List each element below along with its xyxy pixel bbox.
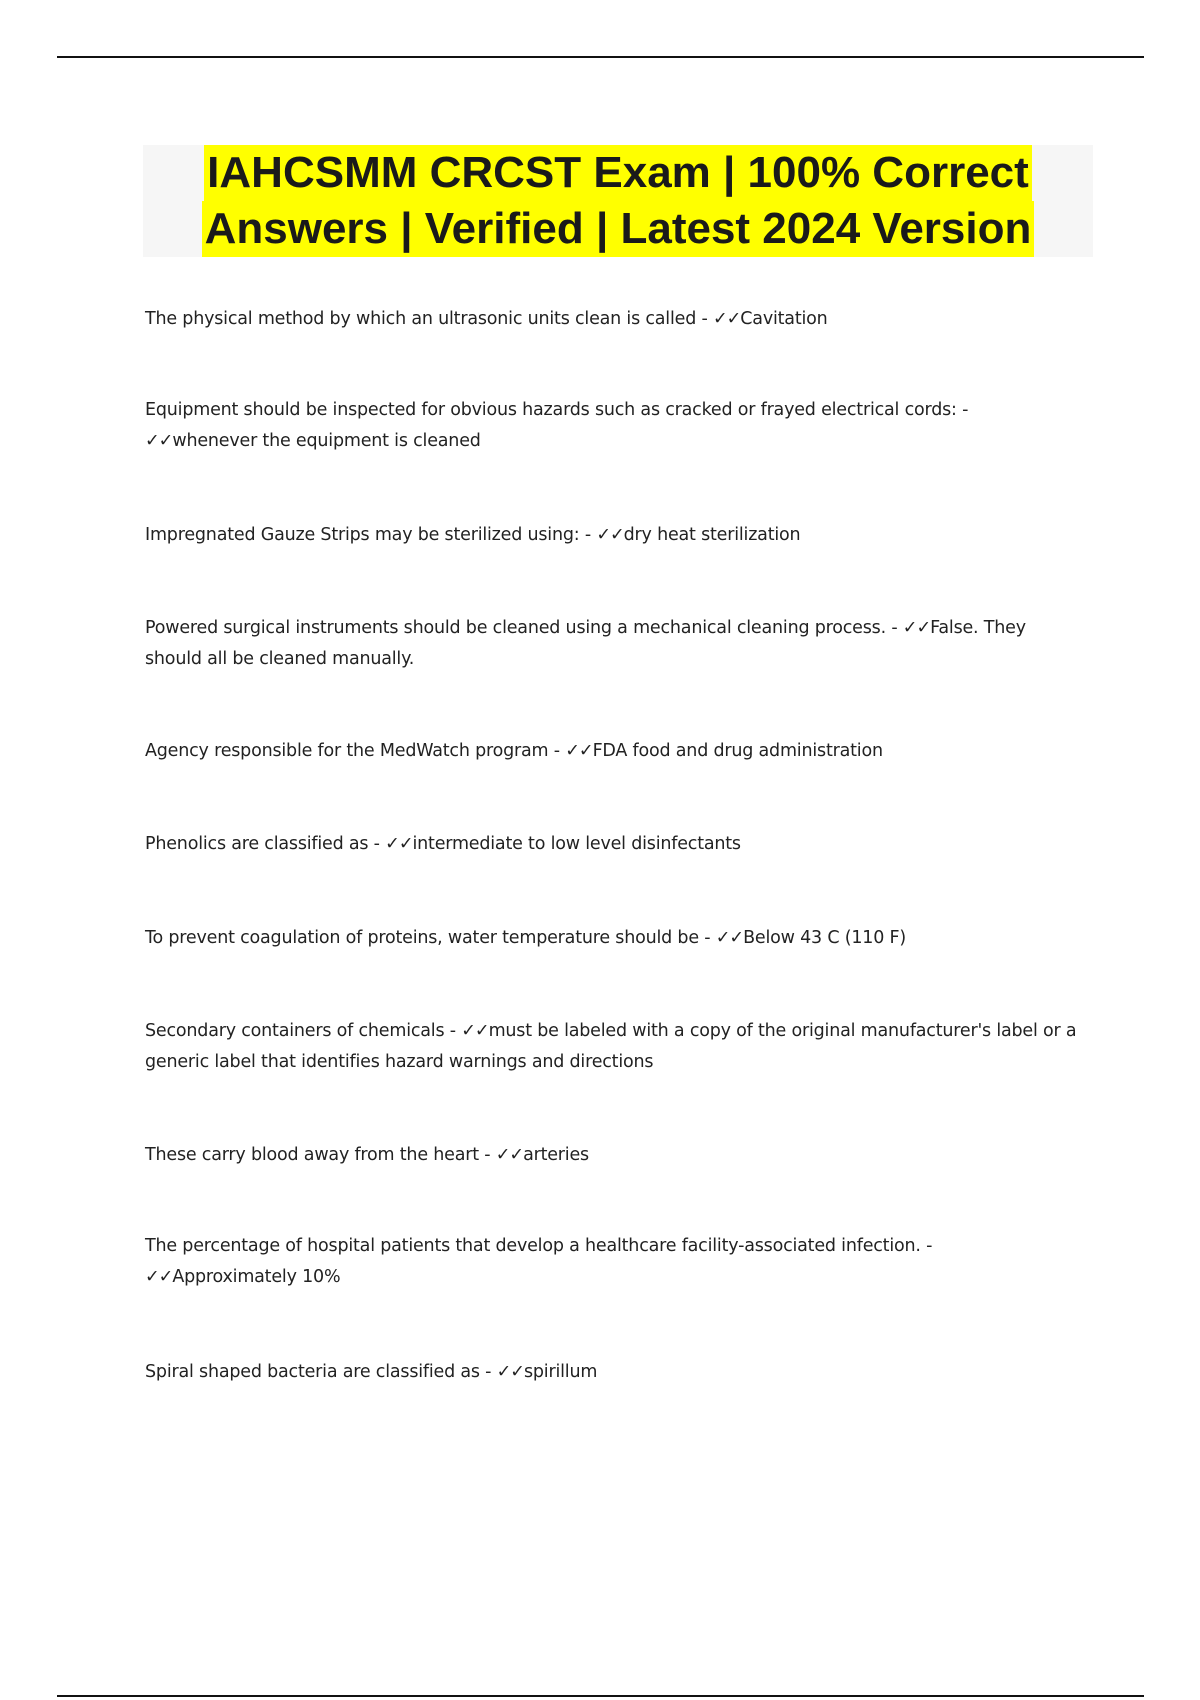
- question-text: Phenolics are classified as: [145, 834, 369, 854]
- double-check-icon: ✓✓: [461, 1021, 489, 1041]
- answer-text: Below 43 C (110 F): [743, 928, 907, 948]
- top-divider: [57, 56, 1144, 58]
- answer-text: FDA food and drug administration: [592, 741, 883, 761]
- qa-item: [145, 1016, 1085, 1078]
- double-check-icon: ✓✓: [596, 525, 624, 545]
- title-line-1: IAHCSMM CRCST Exam | 100% Correct: [204, 145, 1032, 201]
- separator: -: [696, 309, 713, 329]
- separator: -: [698, 928, 716, 948]
- answer-text: arteries: [523, 1145, 589, 1165]
- separator: -: [478, 1145, 496, 1165]
- double-check-icon: ✓✓: [715, 928, 744, 948]
- qa-item: [145, 1357, 1085, 1388]
- double-check-icon: ✓✓: [902, 618, 931, 638]
- qa-item: [145, 395, 1085, 457]
- separator: -: [579, 525, 597, 545]
- document-title: [143, 145, 1093, 257]
- question-text: Agency responsible for the MedWatch program: [145, 741, 549, 761]
- double-check-icon: ✓✓: [145, 431, 173, 451]
- title-line-2: Answers | Verified | Latest 2024 Version: [202, 201, 1035, 257]
- double-check-icon: ✓✓: [496, 1362, 524, 1382]
- separator: -: [368, 834, 386, 854]
- qa-item: [145, 1140, 1085, 1171]
- answer-text: whenever the equipment is cleaned: [172, 431, 481, 451]
- answer-text: must be labeled with a copy of the original manufacturer's label or a generic label that identifies hazard warnings and directions: [145, 1021, 1077, 1072]
- question-text: Equipment should be inspected for obvious hazards such as cracked or frayed electrical cords:: [145, 400, 957, 420]
- answer-text: Approximately 10%: [172, 1267, 341, 1287]
- question-text: To prevent coagulation of proteins, water temperature should be: [145, 928, 699, 948]
- qa-item: [145, 1231, 1085, 1293]
- qa-item: [145, 304, 1085, 335]
- qa-item: [145, 613, 1085, 675]
- separator: -: [444, 1021, 462, 1041]
- double-check-icon: ✓✓: [565, 741, 593, 761]
- bottom-divider: [57, 1695, 1144, 1697]
- separator: -: [479, 1362, 497, 1382]
- separator: -: [956, 400, 969, 420]
- qa-item: [145, 520, 1085, 551]
- double-check-icon: ✓✓: [495, 1145, 524, 1165]
- answer-text: Cavitation: [740, 309, 828, 329]
- answer-text: False. They should all be cleaned manually.: [145, 618, 1026, 669]
- separator: -: [920, 1236, 933, 1256]
- qa-item: [145, 923, 1085, 954]
- question-text: Powered surgical instruments should be cleaned using a mechanical cleaning process.: [145, 618, 886, 638]
- question-text: The physical method by which an ultrasonic units clean is called: [145, 309, 697, 329]
- qa-item: [145, 829, 1085, 860]
- double-check-icon: ✓✓: [145, 1267, 173, 1287]
- question-text: The percentage of hospital patients that develop a healthcare facility-associated infection.: [145, 1236, 921, 1256]
- double-check-icon: ✓✓: [385, 834, 413, 854]
- question-text: These carry blood away from the heart: [145, 1145, 479, 1165]
- question-text: Impregnated Gauze Strips may be sterilized using:: [145, 525, 580, 545]
- answer-text: dry heat sterilization: [623, 525, 801, 545]
- answer-text: spirillum: [523, 1362, 598, 1382]
- qa-item: [145, 736, 1085, 767]
- separator: -: [885, 618, 903, 638]
- question-text: Spiral shaped bacteria are classified as: [145, 1362, 480, 1382]
- question-text: Secondary containers of chemicals: [145, 1021, 445, 1041]
- double-check-icon: ✓✓: [712, 309, 741, 329]
- separator: -: [548, 741, 566, 761]
- answer-text: intermediate to low level disinfectants: [412, 834, 741, 854]
